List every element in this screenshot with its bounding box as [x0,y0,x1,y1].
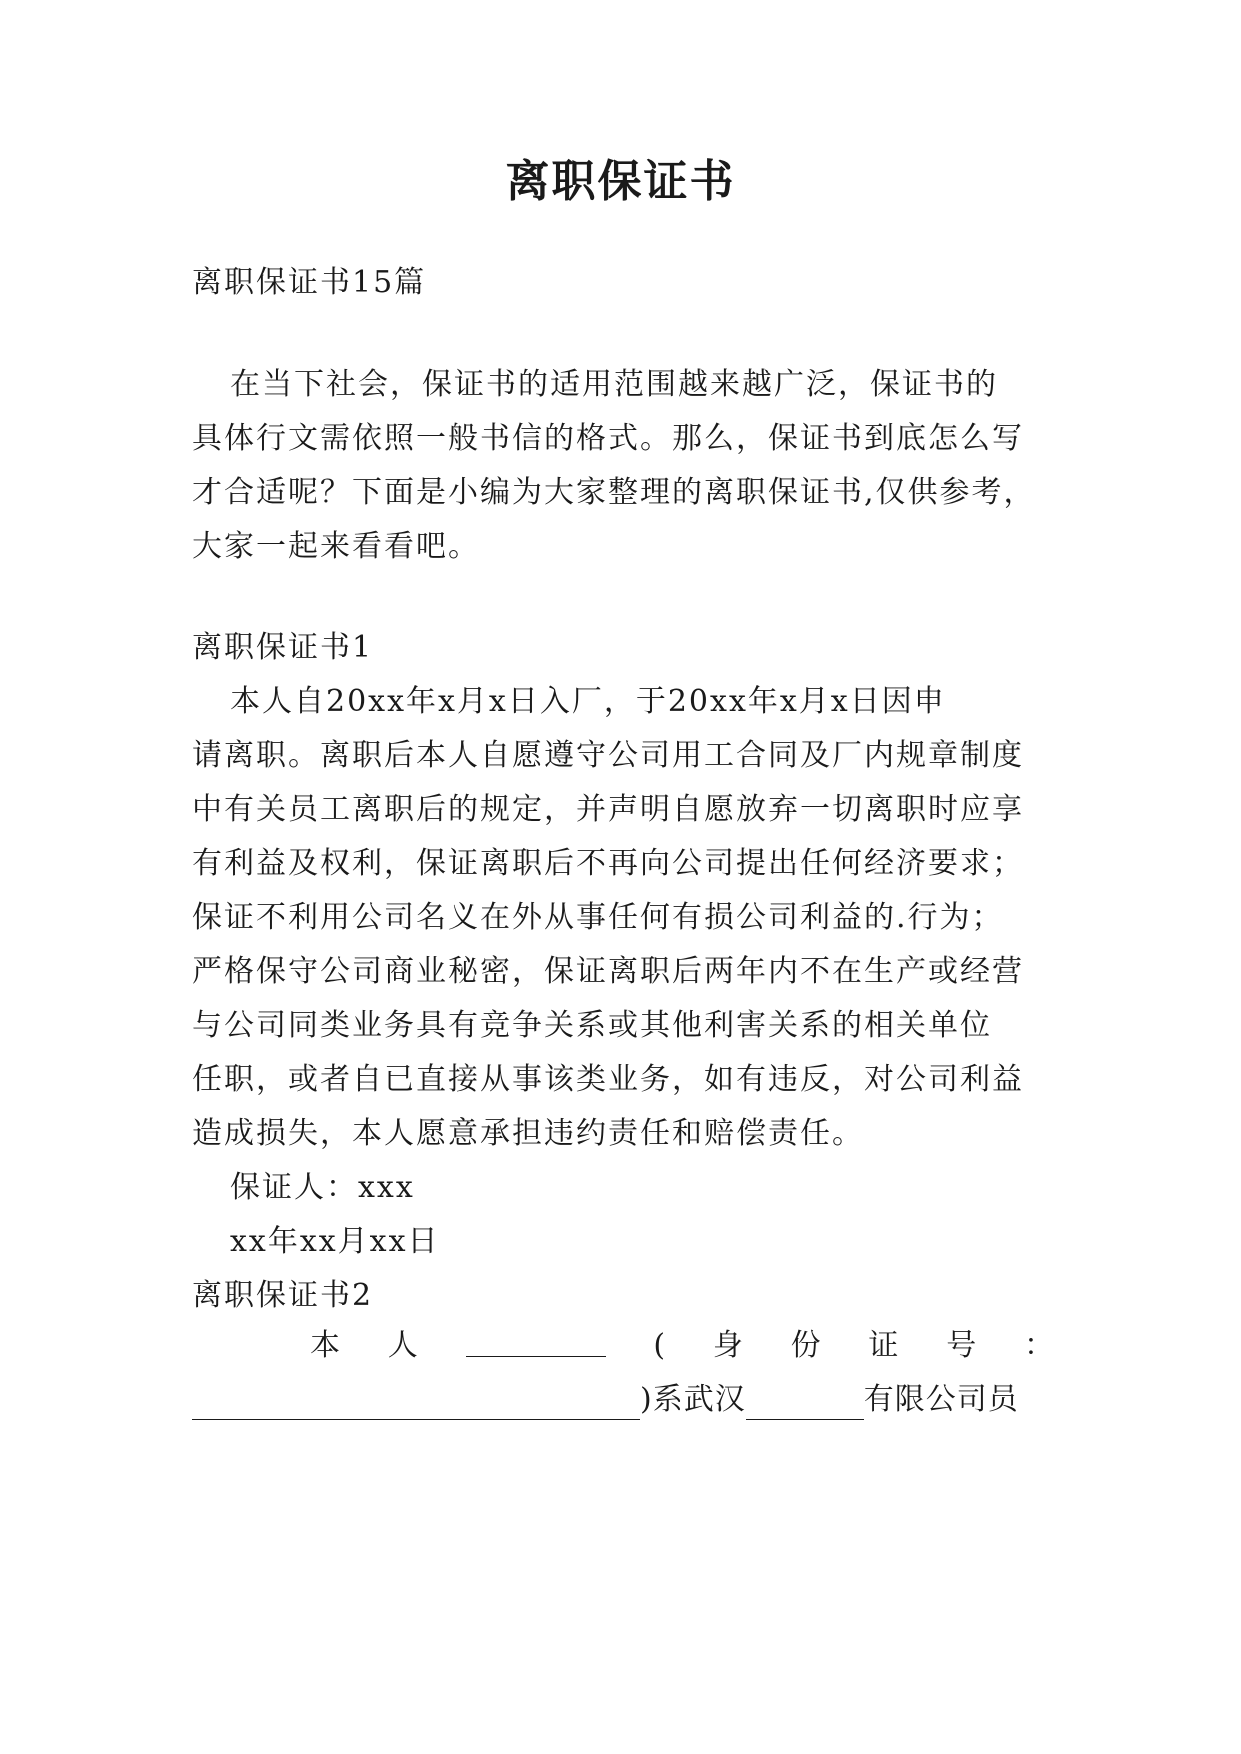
form-word: 本 [310,1328,340,1363]
document-title: 离职保证书 [505,156,736,207]
form-word: 份 [790,1328,821,1363]
form-line-1 [310,1326,1054,1366]
body-line: 任职，或者自已直接从事该类业务，如有违反，对公司利益 [192,1062,1024,1097]
signer-line: 保证人：xxx [230,1170,415,1205]
form-line-2 [192,1380,1019,1420]
section-heading-2: 离职保证书2 [192,1278,374,1313]
body-line: 保证不利用公司名义在外从事任何有损公司利益的.行为； [192,900,1004,935]
form-text: )系武汉 [640,1382,746,1417]
body-line: 有利益及权利，保证离职后不再向公司提出任何经济要求； [192,846,1024,881]
body-line: 造成损失，本人愿意承担违约责任和赔偿责任。 [192,1116,864,1151]
form-text: 有限公司员 [863,1382,1019,1417]
body-line: 严格保守公司商业秘密，保证离职后两年内不在生产或经营 [192,954,1024,989]
body-line: 请离职。离职后本人自愿遵守公司用工合同及厂内规章制度 [192,738,1024,773]
id-number-blank[interactable] [192,1389,640,1420]
document-subtitle: 离职保证书15篇 [192,265,427,300]
form-word: 身 [712,1328,743,1363]
intro-line: 在当下社会，保证书的适用范围越来越广泛，保证书的 [230,367,998,402]
section-heading-1: 离职保证书1 [192,630,374,665]
body-line: 本人自20xx年x月x日入厂，于20xx年x月x日因申 [230,684,946,719]
form-word: 人 [387,1328,418,1363]
body-line: 中有关员工离职后的规定，并声明自愿放弃一切离职时应享 [192,792,1024,827]
intro-line: 才合适呢？下面是小编为大家整理的离职保证书,仅供参考， [192,475,1036,510]
form-word: 证 [868,1328,899,1363]
form-word: ： [1023,1328,1054,1363]
date-line: xx年xx月xx日 [230,1224,440,1259]
intro-line: 具体行文需依照一般书信的格式。那么，保证书到底怎么写 [192,421,1024,456]
form-word: 号 [946,1328,977,1363]
body-line: 与公司同类业务具有竞争关系或其他利害关系的相关单位 [192,1008,992,1043]
form-word: ( [653,1328,666,1363]
intro-line: 大家一起来看看吧。 [192,529,480,564]
company-blank[interactable] [746,1389,864,1420]
name-blank[interactable] [466,1326,606,1357]
